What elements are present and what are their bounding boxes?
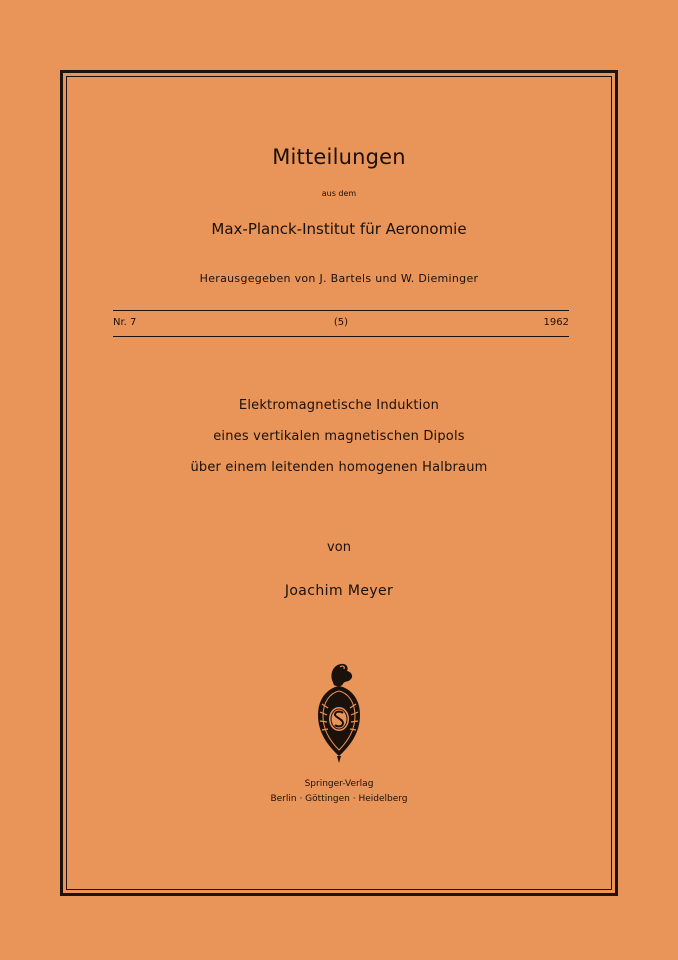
springer-horse-logo-icon [310, 660, 368, 764]
institute-name: Max-Planck-Institut für Aeronomie [211, 220, 467, 238]
aus-dem-label: aus dem [321, 189, 357, 198]
top-rule [113, 310, 569, 311]
issue-row [113, 317, 569, 331]
book-title-line-3: über einem leitenden homogenen Halbraum [190, 460, 488, 475]
bottom-rule [113, 336, 569, 337]
issue-year: 1962 [543, 317, 569, 328]
inner-border-frame [66, 76, 612, 890]
book-title-line-2: eines vertikalen magnetischen Dipols [213, 429, 465, 444]
issue-sub-number: (5) [333, 317, 349, 328]
von-label: von [327, 540, 351, 555]
editors-line: Herausgegeben von J. Bartels und W. Dieminger [199, 272, 479, 285]
series-title: Mitteilungen [272, 145, 406, 169]
issue-number: Nr. 7 [113, 317, 137, 328]
publisher-name: Springer-Verlag [304, 779, 374, 789]
book-title-line-1: Elektromagnetische Induktion [238, 398, 440, 413]
author-name: Joachim Meyer [284, 583, 394, 599]
publisher-cities: Berlin · Göttingen · Heidelberg [270, 794, 408, 804]
